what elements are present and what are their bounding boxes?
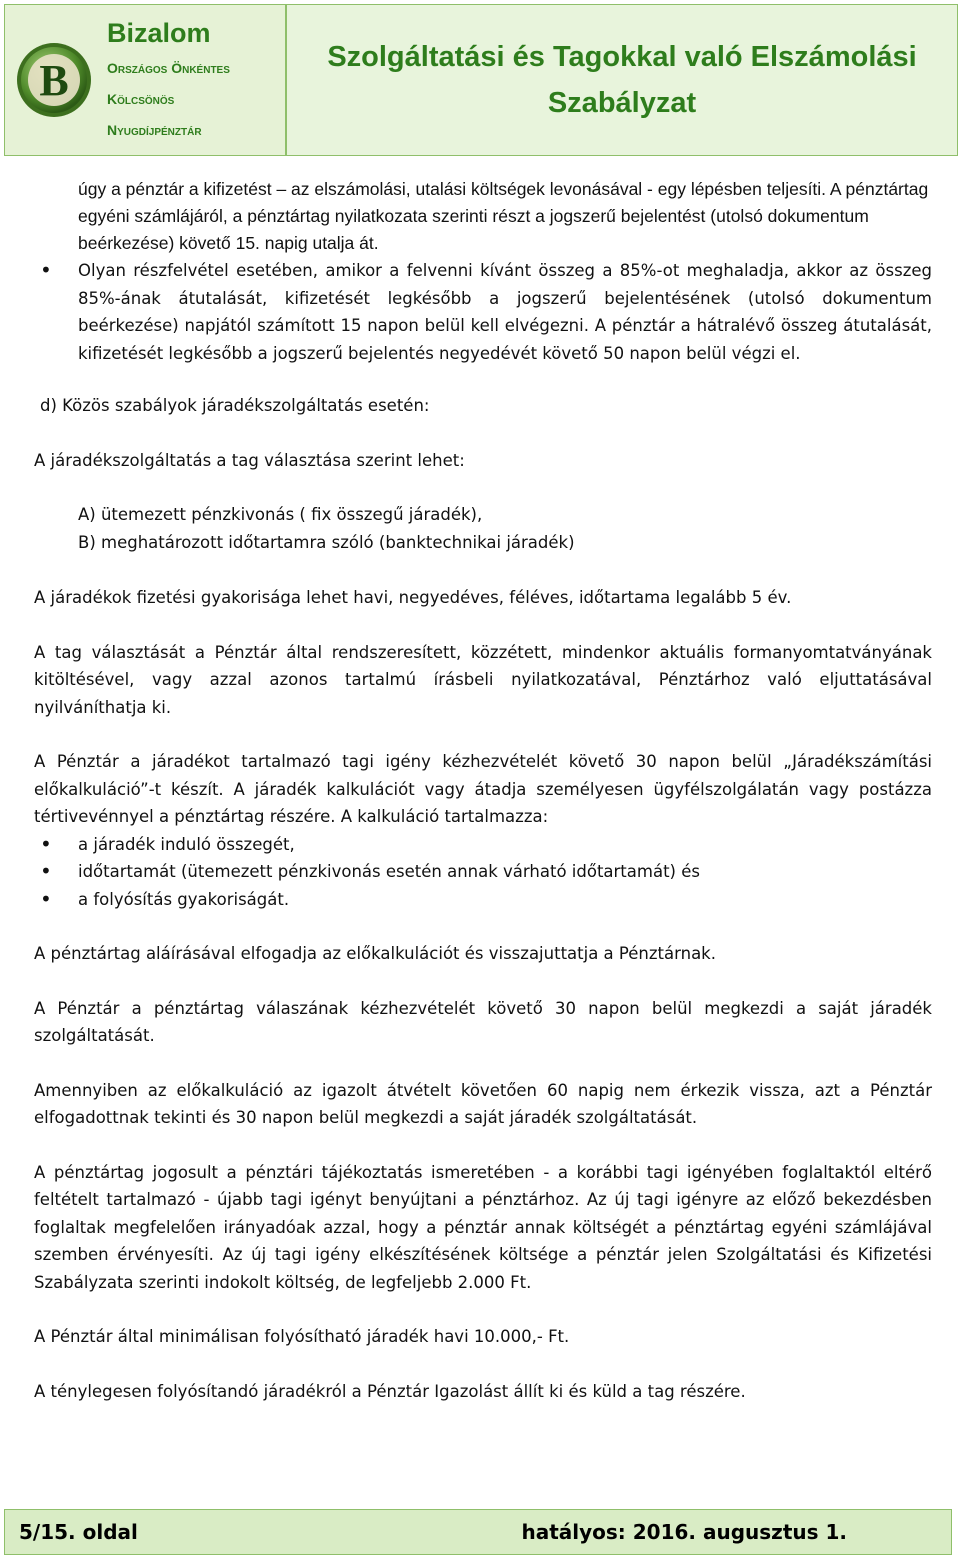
effective-date: hatályos: 2016. augusztus 1. [521, 1520, 847, 1544]
brand-line-1: Országos Önkéntes [107, 60, 230, 76]
certificate-paragraph: A ténylegesen folyósítandó járadékról a Pénztár Igazolást állít ki és küld a tag részére. [34, 1381, 746, 1401]
brand-block [5, 5, 287, 155]
bizalom-logo-icon [15, 41, 93, 119]
brand-line-2: Kölcsönös [107, 91, 175, 107]
annuity-intro: A járadékszolgáltatás a tag választása szerint lehet: [34, 450, 465, 470]
continuation-paragraph: úgy a pénztár a kifizetést – az elszámolási, utalási költségek levonásával - egy lépésben teljesíti. A pénztártag egyéni számlájáról, a pénztártag nyilatkozata szerinti részt a jogszerű bejelentést (utolsó dokumentum beérkezése) követő 15. napig utalja át. [78, 179, 929, 253]
new-claim-paragraph: A pénztártag jogosult a pénztári tájékoztatás ismeretében - a korábbi tagi igényében foglaltaktól eltérő feltételt tartalmazó - újabb tagi igényt benyújtani a pénztárhoz. Az új tagi igényre az előző bekezdésben foglaltak megfelelően irányadóak azzal, hogy a pénztár annak költségét a pénztártag egyéni számlájával szemben érvényesíti. Az új tagi igény elkészítésének költsége a pénztár jelen Szolgáltatási és Kifizetési Szabályzata szerinti indokolt költség, de legfeljebb 2.000 Ft. [34, 1162, 932, 1292]
document-title [287, 5, 957, 155]
calc-item: • a folyósítás gyakoriságát. [34, 886, 932, 914]
document-title-line-2: Szabályzat [547, 87, 697, 119]
brand-text [103, 5, 285, 155]
minimum-paragraph: A Pénztár által minimálisan folyósítható járadék havi 10.000,- Ft. [34, 1327, 570, 1346]
deemed-acceptance-paragraph: Amennyiben az előkalkuláció az igazolt átvételt követően 60 napig nem érkezik vissza, azt a Pénztár elfogadottnak tekinti és 30 napon belül megkezdi a saját járadék szolgáltatását. [34, 1080, 932, 1127]
calc-item: • időtartamát (ütemezett pénzkivonás esetén annak várható időtartamát) és [34, 858, 932, 886]
brand-line-3: Nyugdíjpénztár [107, 122, 202, 138]
page-footer [4, 1509, 952, 1555]
start-paragraph: A Pénztár a pénztártag válaszának kézhezvételét követő 30 napon belül megkezdi a saját járadék szolgáltatását. [34, 998, 932, 1045]
page-header [4, 4, 958, 156]
partial-withdrawal-bullet: • Olyan részfelvétel esetében, amikor a felvenni kívánt összeg a 85%-ot meghaladja, akkor az összeg 85%-ának átutalását, kifizetését legkésőbb a jogszerű bejelentésének (utolsó dokumentum beérkezése) napjától számított 15 napon belül kell elvégezni. A pénztár a hátralévő összeg átutalását, kifizetését legkésőbb a jogszerű bejelentés negyedévét követő 50 napon belül végzi el. [34, 257, 932, 367]
page-number: 5/15. oldal [19, 1520, 138, 1544]
calc-item: • a járadék induló összegét, [34, 831, 932, 859]
choice-paragraph: A tag választását a Pénztár által rendszeresített, közzétett, mindenkor aktuális formanyomtatványának kitöltésével, vagy azzal azonos tartalmú írásbeli nyilatkozatával, Pénztárhoz való eljuttatásával nyilváníthatja ki. [34, 642, 932, 717]
precalculation-paragraph: A Pénztár a járadékot tartalmazó tagi igény kézhezvételét követő 30 napon belül „Járadékszámítási előkalkuláció”-t készít. A járadék kalkulációt vagy átadja személyesen ügyfélszolgálatán vagy postázza tértivevénnyel a pénztártag részére. A kalkuláció tartalmazza: [34, 752, 932, 826]
section-d-heading: d) Közös szabályok járadékszolgáltatás esetén: [40, 396, 430, 415]
svg-text:B: B [39, 56, 69, 105]
document-title-line-1: Szolgáltatási és Tagokkal való Elszámolási [327, 41, 917, 73]
option-b: B) meghatározott időtartamra szóló (banktechnikai járadék) [78, 532, 575, 552]
acceptance-paragraph: A pénztártag aláírásával elfogadja az előkalkulációt és visszajuttatja a Pénztárnak. [34, 944, 716, 963]
logo [5, 5, 103, 155]
brand-title: Bizalom [107, 18, 211, 48]
option-a: A) ütemezett pénzkivonás ( fix összegű járadék), [78, 505, 483, 524]
frequency-paragraph: A járadékok fizetési gyakorisága lehet havi, negyedéves, féléves, időtartama legalább 5 év. [34, 588, 792, 607]
page-content [34, 176, 932, 1405]
